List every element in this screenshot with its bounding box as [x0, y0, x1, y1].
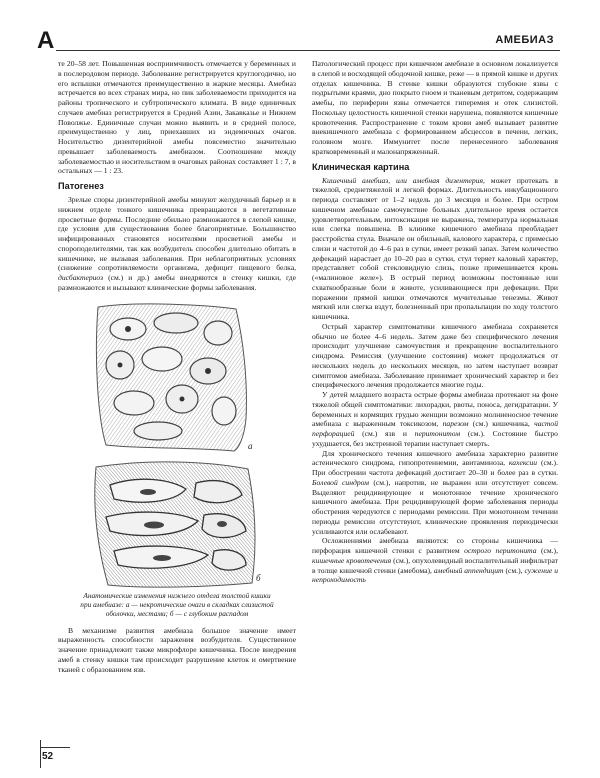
paragraph-chronic: Для хронического течения кишечного амебиаза характерно развитие астенического синдрома, гипопротеинемии, авитаминоза, кахексии (см.). При обострении частота дефекаций достигает 20–30 и более раз в сутки. Болевой синдром (см.), напротив, не выражен или отсутствует совсем. Выделяют рецидивирующее и монотонное течение хронического кишечного амебиаза. При рецидивирующей форме заболевания периоды обострения чередуются с периодами ремиссии. При монотонном течении периоды ремиссии отсутствуют, клинические проявления периодически усиливаются или ослабевают. [312, 448, 558, 536]
colon-illustration [58, 299, 296, 589]
header-rule [56, 50, 560, 51]
right-column [312, 59, 558, 585]
page-number-rule [40, 747, 70, 748]
figure-caption: Анатомические изменения нижнего отдела толстой кишки при амебиазе: а — некротические очаги в складках слизистой оболочки, местами; б — с глубоким распадом [80, 590, 274, 618]
page-number-side-rule [40, 740, 41, 768]
left-column [58, 59, 296, 674]
paragraph-complications: Осложнениями амебиаза являются: со стороны кишечника — перфорация кишечной стенки с развитием острого перитонита (см.), кишечные кровотечения (см.), опухолевидный воспалительный инфильтрат в толще кишечной стенки (амебома), амебный аппендицит (см.), сужение и непроходимость [312, 536, 558, 585]
paragraph-pathology: Патологический процесс при кишечном амебиазе в основном локализуется в слепой и восходящей ободочной кишке, реже — в прямой кишке и других отделах кишечника. В стенке кишки образуются глубокие язвы с подрытыми краями, дно покрыто гноем и тканевым детритом, содержащим амебы, по периферии язвы отмечается гиперемия и отек слизистой. Поскольку целостность кишечной стенки нарушена, появляются кишечные кровотечения. Распространение с током крови амеб вызывает развитие внекишечного амебиаза с формированием абсцессов в печени, легких, головном мозге. Иммунитет после перенесенного заболевания кратковременный и малонапряженный. [312, 59, 558, 156]
figure-label-a: а [248, 440, 253, 451]
heading-pathogenesis: Патогенез [58, 181, 104, 191]
figure-panel-a [96, 303, 253, 450]
paragraph-mechanism: В механизме развития амебиаза большое значение имеет выраженность способности заражения возбудителя. Существенное значение принадлежит также микрофлоре кишечника. После внедрения амеб в стенку кишки там происходит разрушение клеток и омертвение тканей с образованием язв. [58, 625, 296, 674]
anatomy-figure [58, 299, 296, 618]
paragraph-acute-course: Острый характер симптоматики кишечного амебиаза сохраняется обычно не более 4–6 недель. Затем даже без специфического лечения происходит улучшение самочувствия и прекращение воспалительного синдрома. Ремиссия (улучшение состояния) может продолжаться от нескольких недель до нескольких месяцев, но затем наступает возврат симптомов амебиаза. Заболевание принимает хронический характер и без специфического лечения продолжается многие годы. [312, 321, 558, 390]
figure-panel-b [95, 461, 261, 586]
heading-clinical-picture: Клиническая картина [312, 161, 410, 172]
section-letter: А [37, 27, 55, 54]
figure-label-b: б [256, 572, 261, 583]
running-header-title: АМЕБИАЗ [495, 34, 554, 46]
paragraph-pathogenesis: Зрелые споры дизентерийной амебы минуют желудочный барьер и в нижнем отделе тонкого кишечника превращаются в вегетативные просветные формы. Последние обильно размножаются в слепой кишке, где условия для существования более благоприятные. Большинство инфицированных становятся носителями просветной амебы и спороподелителями, так как возбудитель способен длительно обитать в кишечнике, не вызывая заболевания. При неблагоприятных условиях (снижение сопротивляемости организма, дефицит пищевого белка, дисбактериоз (см.) и др.) амебы внедряются в стенку кишки, где размножаются и вызывают клинические формы заболевания. [58, 195, 296, 292]
paragraph-children: У детей младшего возраста острые формы амебиаза протекают на фоне тяжелой общей симптоматики: лихорадки, рвоты, поноса, дегидратации. У беременных и кормящих грудью женщин возможно молниеносное течение амебиаза с выраженным токсикозом, парезом (см.) кишечника, частой перфорацией (см.) язв и перитонитом (см.). Состояние быстро ухудшается, без экстренной терапии наступает смерть. [312, 390, 558, 448]
page-number: 52 [42, 751, 54, 762]
paragraph-epidemiology: те 20–58 лет. Повышенная восприимчивость отмечается у беременных и в послеродовом периоде. Заболевание регистрируется круглогодично, но его вспышки отмечаются преимущественно в жаркие месяцы. Амебиаз встречается во всех странах мира, но пик заболеваемости приходится на районы тропического и субтропического климата. В виде единичных случаев амебиаз регистрируется в Средней Азии, Закавказье и Нижнем Поволжье. Единичные случаи можно выявить и в средней полосе, преимущественно у лиц, приехавших из эндемичных очагов. Носительство дизентерийной амебы повсеместно значительно превышает заболеваемость амебиазом. Соотношение между заболеваемостью и носительством в очаговых районах составляет 1 : 7, в остальных — 1 : 23. [58, 59, 296, 176]
paragraph-clinical-course: Кишечный амебиаз, или амебная дизентерия, может протекать в тяжелой, среднетяжелой и легкой формах. Длительность инкубационного периода составляет от 1–2 недель до 3 месяцев и более. При остром кишечном амебиазе самочувствие больных длительное время остается удовлетворительным, интоксикация не выражена, температура нормальная или слегка повышена. В клинике кишечного амебиаза преобладает расстройства стула. Вначале он обильный, калового характера, с примесью слизи и частотой до 4–6 раз в сутки, имеет резкий запах. Затем количество дефекаций нарастает до 10–20 раз в сутки, стул теряет каловый характер, представляет собой стекловидную слизь, позже примешивается кровь («малиновое желе»). В острый период возможны постоянные или схваткообразные боли в животе, усиливающиеся при дефекации. При поражении прямой кишки отмечаются мучительные тенезмы. Живот мягкий или слегка вздут, болезненный при пропальпации по ходу толстого кишечника. [312, 175, 558, 321]
